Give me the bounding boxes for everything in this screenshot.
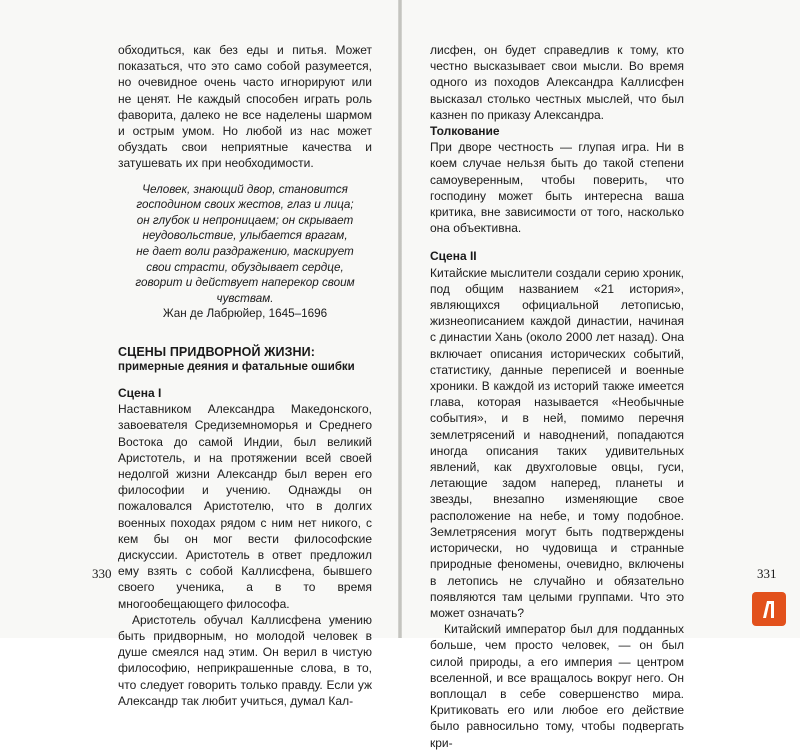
scene-2-paragraph: Китайские мыслители создали серию хроник, под общим названием «21 история», являющихся официальной летописью, жизнеописанием каждой династии, начиная с династии Хань (около 2000 лет назад). Она включает описания исторических событий, статистику, данные переписей и военные хроники. В каждой из историй также имеется глава, которая называется «Необычные события», и в ней, помимо перечня землетрясений и наводнений, попадаются иногда описания таких удивительных явлений, как двухголовые овцы, гуси, летающие задом наперед, планеты и звезды, внезапно изменяющие свое расположение на небе, и тому подобное. Землетрясения могут быть подтверждены исторически, но чудовища и странные природные феномены, очевидно, включены в летопись не случайно и обязательно появляются там целыми группами. Что это может означать? <box>430 265 684 620</box>
epigraph-line: не дает воли раздражению, маскирует <box>136 245 354 258</box>
scene-1-paragraph: Наставником Александра Македонского, завоевателя Средиземноморья и Среднего Востока до самой Индии, был великий Аристотель, и на протяжении всей своей недолгой жизни Александр был верен его философии и учению. Однажды он пожаловался Аристотелю, что в долгих военных походах рядом с ним нет никого, с кем бы он мог вести философские дискуссии. Аристотель в ответ предложил ему взять с собой Каллисфена, бывшего своего ученика, а в то время многообещающего философа. <box>118 402 372 611</box>
interpretation-heading: Толкование <box>430 124 500 139</box>
section-subtitle: примерные деяния и фатальные ошибки <box>118 360 355 373</box>
right-intro-paragraph: лисфен, он будет справедлив к тому, кто честно высказывает свои мысли. Во время одного из походов Александра Каллисфен высказал столько честных мыслей, что был казнен по приказу Александра. <box>430 43 684 122</box>
page-number-left: 330 <box>92 566 112 581</box>
scene-2-heading: Сцена II <box>430 249 477 264</box>
epigraph-line: он глубок и непроницаем; он скрывает <box>136 213 354 227</box>
epigraph-line: свои страсти, обуздывает сердце, <box>146 260 344 274</box>
epigraph-line: неудовольствие, улыбается врагам, <box>142 229 348 243</box>
left-paragraph: обходиться, как без еды и питья. Может показаться, что это само собой разумеется, но очевидное очень часто игнорируют или не ценят. Не каждый способен играть роль фаворита, далеко не все наделены шармом и острым умом. Но любой из нас может обуздать свои неприятные качества и затушевать их при необходимости. <box>118 43 372 171</box>
epigraph-author: Жан де Лабрюйер, 1645–1696 <box>162 307 328 321</box>
epigraph-line: господином своих жестов, глаз и лица; <box>136 198 354 212</box>
page-number-right: 331 <box>757 566 777 581</box>
epigraph-line: Человек, знающий двор, становится <box>142 182 348 196</box>
scene-1-paragraph: Аристотель обучал Каллисфена умению быть придворным, но молодой человек в душе смеялся над этим. Он верил в чистую философию, неприкрашенные слова, в то, что следует говорить только правду. Если уж Александр так любит учиться, думал Кал- <box>118 612 372 708</box>
right-text-column <box>430 42 684 751</box>
scene-1-heading: Сцена I <box>118 385 162 400</box>
interpretation-text: При дворе честность — глупая игра. Ни в коем случае нельзя быть до такой степени самоуверенным, чтобы поверить, что господину может быть интересна ваша критика, вне зависимости от того, насколько она объективна. <box>430 140 684 236</box>
logo-letter-icon <box>756 596 782 622</box>
left-page <box>0 0 398 708</box>
scene-2-paragraph: Китайский император был для подданных больше, чем просто человек, — он был силой природы, а его империя — центром вселенной, и все вращалось вокруг него. Он воплощал в себе совершенство мира. Критиковать его или любое его действие было равносильно тому, чтобы подвергать кри- <box>430 622 684 750</box>
epigraph <box>118 182 372 322</box>
left-text-column <box>118 42 372 709</box>
publisher-logo <box>752 592 786 626</box>
section-title: СЦЕНЫ ПРИДВОРНОЙ ЖИЗНИ: <box>118 344 316 359</box>
epigraph-line: говорит и действует наперекор своим <box>135 276 355 290</box>
right-page <box>402 0 800 750</box>
epigraph-line: чувствам. <box>216 291 274 305</box>
